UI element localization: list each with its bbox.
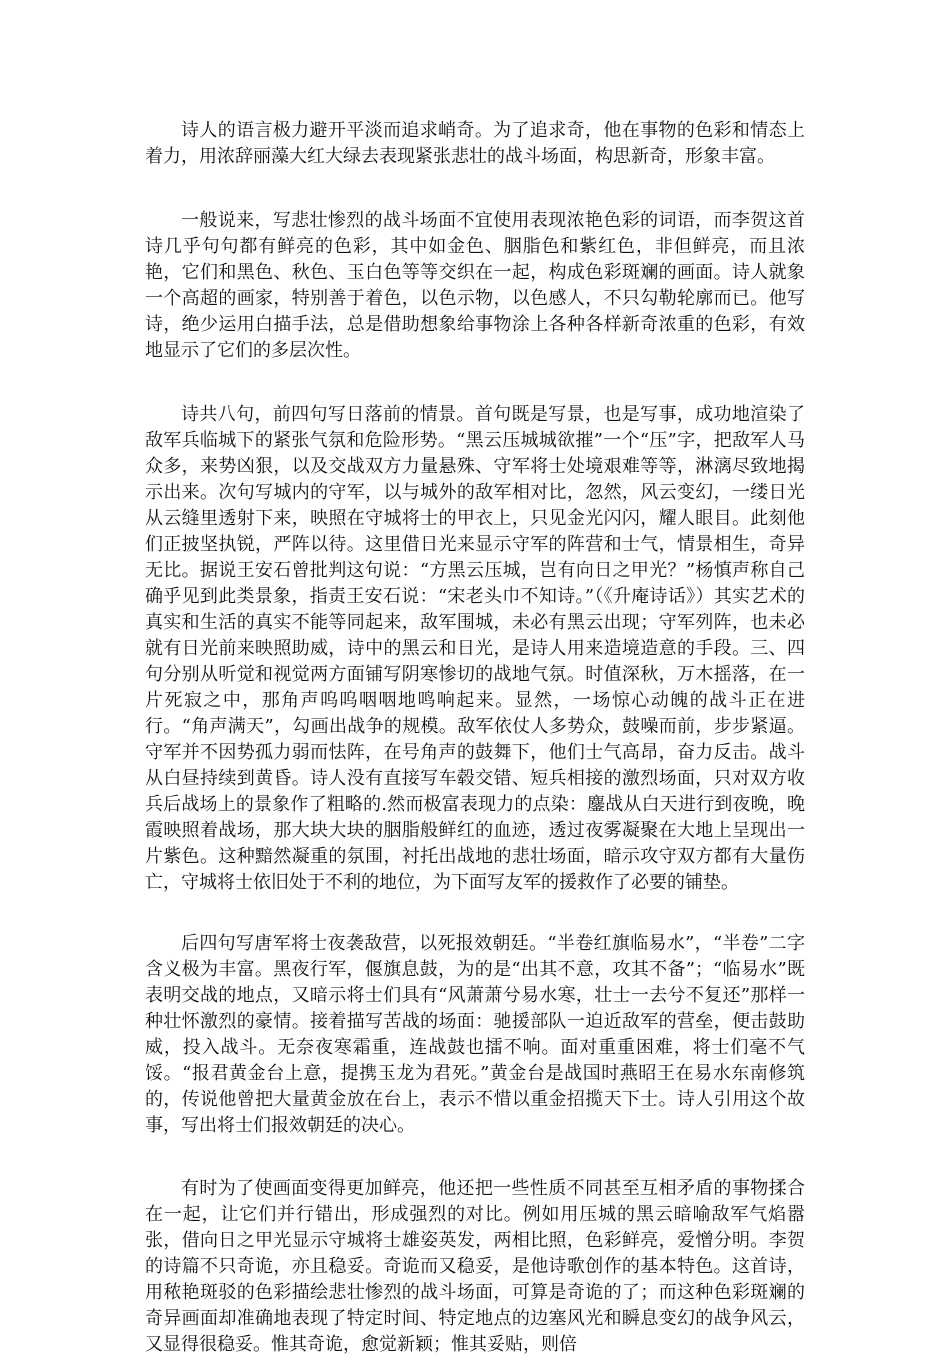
paragraph-3: 诗共八句，前四句写日落前的情景。首句既是写景，也是写事，成功地渲染了敌军兵临城下的紧张气氛和危险形势。“黑云压城城欲摧”一个“压”字，把敌军人马众多，来势凶狠，以及交战双方力量悬殊、守军将士处境艰难等等，淋漓尽致地揭示出来。次句写城内的守军，以与城外的敌军相对比，忽然，风云变幻，一缕日光从云缝里透射下来，映照在守城将士的甲衣上，只见金光闪闪，耀人眼目。此刻他们正披坚执锐，严阵以待。这里借日光来显示守军的阵营和士气，情景相生，奇异无比。据说王安石曾批判这句说：“方黑云压城，岂有向日之甲光？”杨慎声称自己确乎见到此类景象，指责王安石说：“宋老头巾不知诗。”（《升庵诗话》）其实艺术的真实和生活的真实不能等同起来，敌军围城，未必有黑云出现；守军列阵，也未必就有日光前来映照助威，诗中的黑云和日光，是诗人用来造境造意的手段。三、四句分别从听觉和视觉两方面铺写阴寒惨切的战地气氛。时值深秋，万木摇落，在一片死寂之中，那角声呜呜咽咽地鸣响起来。显然，一场惊心动魄的战斗正在进行。“角声满天”，勾画出战争的规模。敌军依仗人多势众，鼓噪而前，步步紧逼。守军并不因势孤力弱而怯阵，在号角声的鼓舞下，他们士气高昂，奋力反击。战斗从白昼持续到黄昏。诗人没有直接写车毂交错、短兵相接的激烈场面，只对双方收兵后战场上的景象作了粗略的.然而极富表现力的点染：鏖战从白天进行到夜晚，晚霞映照着战场，那大块大块的胭脂般鲜红的血迹，透过夜雾凝聚在大地上呈现出一片紫色。这种黯然凝重的氛围，衬托出战地的悲壮场面，暗示攻守双方都有大量伤亡，守城将士依旧处于不利的地位，为下面写友军的援救作了必要的铺垫。: [145, 404, 805, 893]
paragraph-5: 有时为了使画面变得更加鲜亮，他还把一些性质不同甚至互相矛盾的事物揉合在一起，让它们并行错出，形成强烈的对比。例如用压城的黑云暗喻敌军气焰嚣张，借向日之甲光显示守城将士雄姿英发，两相比照，色彩鲜亮，爱憎分明。李贺的诗篇不只奇诡，亦且稳妥。奇诡而又稳妥，是他诗歌创作的基本特色。这首诗，用秾艳斑驳的色彩描绘悲壮惨烈的战斗场面，可算是奇诡的了；而这种色彩斑斓的奇异画面却准确地表现了特定时间、特定地点的边塞风光和瞬息变幻的战争风云，又显得很稳妥。惟其奇诡，愈觉新颖；惟其妥贴，则倍: [145, 1178, 805, 1355]
paragraph-4: 后四句写唐军将士夜袭敌营，以死报效朝廷。“半卷红旗临易水”，“半卷”二字含义极为丰富。黑夜行军，偃旗息鼓，为的是“出其不意，攻其不备”；“临易水”既表明交战的地点，又暗示将士们具有“风萧萧兮易水寒，壮士一去兮不复还”那样一种壮怀激烈的豪情。接着描写苦战的场面：驰援部队一迫近敌军的营垒，便击鼓助威，投入战斗。无奈夜寒霜重，连战鼓也擂不响。面对重重困难，将士们毫不气馁。“报君黄金台上意，提携玉龙为君死。”黄金台是战国时燕昭王在易水东南修筑的，传说他曾把大量黄金放在台上，表示不惜以重金招揽天下士。诗人引用这个故事，写出将士们报效朝廷的决心。: [145, 933, 805, 1136]
document-body: [145, 118, 805, 1358]
paragraph-2: 一般说来，写悲壮惨烈的战斗场面不宜使用表现浓艳色彩的词语，而李贺这首诗几乎句句都有鲜亮的色彩，其中如金色、胭脂色和紫红色，非但鲜亮，而且浓艳，它们和黑色、秋色、玉白色等等交织在一起，构成色彩斑斓的画面。诗人就象一个高超的画家，特别善于着色，以色示物，以色感人，不只勾勒轮廓而已。他写诗，绝少运用白描手法，总是借助想象给事物涂上各种各样新奇浓重的色彩，有效地显示了它们的多层次性。: [145, 210, 805, 361]
paragraph-1: 诗人的语言极力避开平淡而追求峭奇。为了追求奇，他在事物的色彩和情态上着力，用浓辞丽藻大红大绿去表现紧张悲壮的战斗场面，构思新奇，形象丰富。: [145, 120, 805, 167]
